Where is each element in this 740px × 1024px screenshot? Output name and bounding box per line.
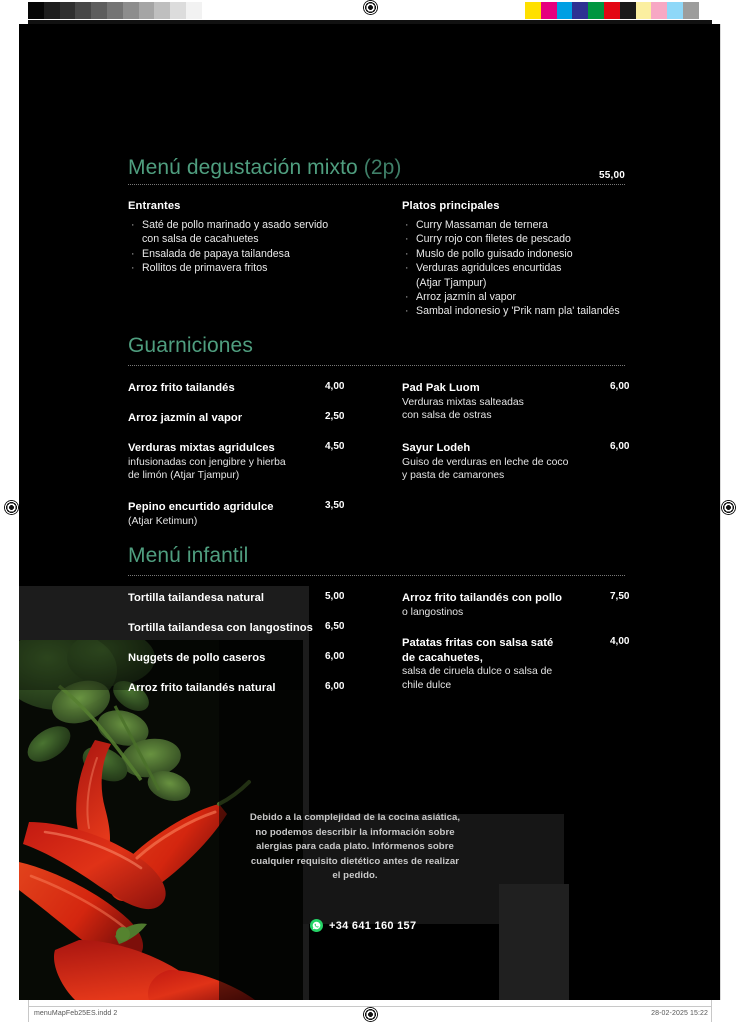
swatch-0: [28, 2, 44, 19]
list-item-line-continued: con salsa de cacahuetes: [142, 233, 259, 246]
swatch-4: [91, 2, 107, 19]
menu-item-price: 7,50: [610, 591, 630, 602]
bullet-dot-icon: ·: [131, 262, 135, 275]
menu-item-name: Sayur Lodeh: [402, 442, 471, 454]
menu-item-name: Nuggets de pollo caseros: [128, 652, 266, 664]
menu-item-name: Tortilla tailandesa natural: [128, 592, 265, 604]
list-item-line-continued: (Atjar Tjampur): [416, 276, 487, 289]
menu-item-name: Verduras mixtas agridulces: [128, 442, 275, 454]
list-item-line: Rollitos de primavera fritos: [142, 262, 268, 275]
mains-list: [402, 218, 652, 319]
menu-item: [128, 681, 345, 696]
menu-item: [402, 441, 630, 483]
swatch-11: [202, 2, 218, 19]
whatsapp-contact[interactable]: [310, 919, 416, 932]
bullet-dot-icon: ·: [405, 291, 409, 304]
disclaimer-line: Debido a la complejidad de la cocina asiática,: [249, 812, 461, 823]
disclaimer-line: el pedido.: [332, 870, 378, 882]
grayscale-swatch-row: [28, 2, 218, 19]
bullet-dot-icon: ·: [405, 219, 409, 231]
menu-item: [128, 381, 345, 396]
menu-item-description: (Atjar Ketimun): [128, 515, 198, 527]
menu-item-price: 4,00: [610, 636, 630, 647]
list-item: [402, 247, 652, 261]
swatch-1: [44, 2, 60, 19]
menu-item-price: 3,50: [325, 500, 345, 511]
list-item: [128, 261, 378, 275]
list-item: [402, 218, 652, 232]
list-item-line: Verduras agridulces encurtidas: [416, 262, 562, 275]
list-item-line: Arroz jazmín al vapor: [416, 291, 517, 304]
swatch-9: [170, 2, 186, 19]
bullet-dot-icon: ·: [405, 262, 409, 275]
section-title-kids: Menú infantil: [128, 544, 249, 567]
swatch-8: [154, 2, 170, 19]
menu-item: [128, 441, 345, 483]
divider-tasting: [128, 184, 625, 185]
menu-item-name: Arroz frito tailandés: [128, 382, 235, 394]
list-item: [402, 232, 652, 246]
swatch-10: [186, 2, 202, 19]
menu-item: [128, 411, 345, 426]
section-title-tasting: [128, 156, 402, 180]
registration-mark-right-icon: [721, 500, 736, 515]
swatch-10: [683, 2, 699, 19]
swatch-6: [123, 2, 139, 19]
menu-artboard: [19, 24, 721, 1000]
menu-item: [402, 636, 630, 692]
menu-item-name: Pad Pak Luom: [402, 382, 480, 394]
bullet-dot-icon: ·: [405, 305, 409, 318]
swatch-4: [588, 2, 604, 19]
swatch-3: [75, 2, 91, 19]
menu-item-price: 4,50: [325, 441, 345, 452]
bullet-dot-icon: ·: [131, 247, 135, 260]
print-footer: [28, 1006, 712, 1023]
list-item: [128, 247, 378, 261]
menu-item-description: Guiso de verduras en leche de coco: [402, 456, 569, 468]
disclaimer-line: cualquier requisito dietético antes de realizar: [250, 855, 460, 867]
list-item-line: Muslo de pollo guisado indonesio: [416, 247, 573, 260]
whatsapp-phone-number: +34 641 160 157: [329, 919, 417, 932]
menu-item-price: 6,00: [325, 681, 345, 692]
swatch-7: [139, 2, 155, 19]
section-title-tasting-text: Menú degustación mixto: [128, 156, 358, 179]
swatch-6: [620, 2, 636, 19]
menu-item-name: Tortilla tailandesa con langostinos: [128, 622, 313, 634]
print-filename: menuMapFeb25ES.indd 2: [34, 1010, 118, 1017]
column-heading-starters: Entrantes: [128, 200, 181, 212]
menu-item-name: Patatas fritas con salsa saté: [402, 637, 554, 649]
list-item-line: Ensalada de papaya tailandesa: [142, 247, 290, 260]
menu-item-name: Arroz jazmín al vapor: [128, 412, 243, 424]
menu-item-name: Pepino encurtido agridulce: [128, 501, 274, 513]
menu-item-name: Arroz frito tailandés con pollo: [402, 592, 563, 604]
menu-item: [128, 591, 345, 606]
menu-item: [128, 621, 345, 636]
menu-item-price: 6,00: [610, 381, 630, 392]
menu-item: [128, 500, 345, 528]
list-item-line: Curry rojo con filetes de pescado: [416, 233, 571, 246]
menu-item-price: 2,50: [325, 411, 345, 422]
menu-item-description-line2: con salsa de ostras: [402, 410, 492, 422]
swatch-8: [651, 2, 667, 19]
menu-item-description: o langostinos: [402, 606, 464, 618]
menu-item-description-line2: chile dulce: [402, 679, 452, 691]
swatch-11: [699, 2, 715, 19]
column-heading-mains: Platos principales: [402, 200, 500, 212]
menu-item-price: 6,50: [325, 621, 345, 632]
swatch-7: [636, 2, 652, 19]
menu-item-description-line2: de limón (Atjar Tjampur): [128, 470, 240, 482]
section-title-sides: Guarniciones: [128, 334, 253, 357]
menu-item-description: Verduras mixtas salteadas: [402, 396, 524, 408]
list-item: [402, 304, 652, 318]
menu-item: [402, 591, 630, 619]
list-item: [128, 218, 378, 247]
swatch-0: [525, 2, 541, 19]
disclaimer-line: alergias para cada plato. Infórmenos sobre: [256, 841, 454, 853]
menu-item-name-line2: de cacahuetes,: [402, 651, 483, 664]
list-item-line: Saté de pollo marinado y asado servido: [142, 219, 329, 231]
tasting-menu-price: 55,00: [598, 170, 625, 181]
menu-item-price: 4,00: [325, 381, 345, 392]
menu-item-name: Arroz frito tailandés natural: [128, 682, 276, 694]
menu-item-description: salsa de ciruela dulce o salsa de: [402, 666, 553, 677]
starters-list: [128, 218, 378, 276]
menu-item-price: 6,00: [325, 651, 345, 662]
menu-item-description: infusionadas con jengibre y hierba: [128, 456, 286, 468]
list-item: [402, 290, 652, 304]
menu-item-description-line2: y pasta de camarones: [402, 470, 505, 482]
allergy-disclaimer: [200, 811, 510, 884]
menu-item-price: 5,00: [325, 591, 345, 602]
bullet-dot-icon: ·: [405, 247, 409, 260]
disclaimer-line: no podemos describir la información sobre: [255, 826, 455, 838]
bullet-dot-icon: ·: [131, 219, 135, 231]
list-item: [402, 261, 652, 290]
menu-item: [402, 381, 630, 423]
divider-sides: [128, 365, 625, 366]
swatch-5: [604, 2, 620, 19]
color-swatch-row: [525, 2, 715, 19]
swatch-3: [572, 2, 588, 19]
menu-item: [128, 651, 345, 666]
registration-mark-left-icon: [4, 500, 19, 515]
registration-mark-top-icon: [363, 0, 378, 15]
section-title-tasting-persons: (2p): [363, 156, 402, 179]
swatch-2: [60, 2, 76, 19]
list-item-line: Sambal indonesio y 'Prik nam pla' tailandés: [416, 305, 620, 318]
divider-kids: [128, 575, 625, 576]
whatsapp-icon: [310, 919, 323, 932]
list-item-line: Curry Massaman de ternera: [416, 219, 548, 231]
print-timestamp: 28-02-2025 15:22: [651, 1010, 708, 1017]
swatch-9: [667, 2, 683, 19]
menu-item-price: 6,00: [610, 441, 630, 452]
swatch-2: [557, 2, 573, 19]
swatch-1: [541, 2, 557, 19]
swatch-5: [107, 2, 123, 19]
menu-content: [19, 24, 721, 1000]
bullet-dot-icon: ·: [405, 233, 409, 246]
